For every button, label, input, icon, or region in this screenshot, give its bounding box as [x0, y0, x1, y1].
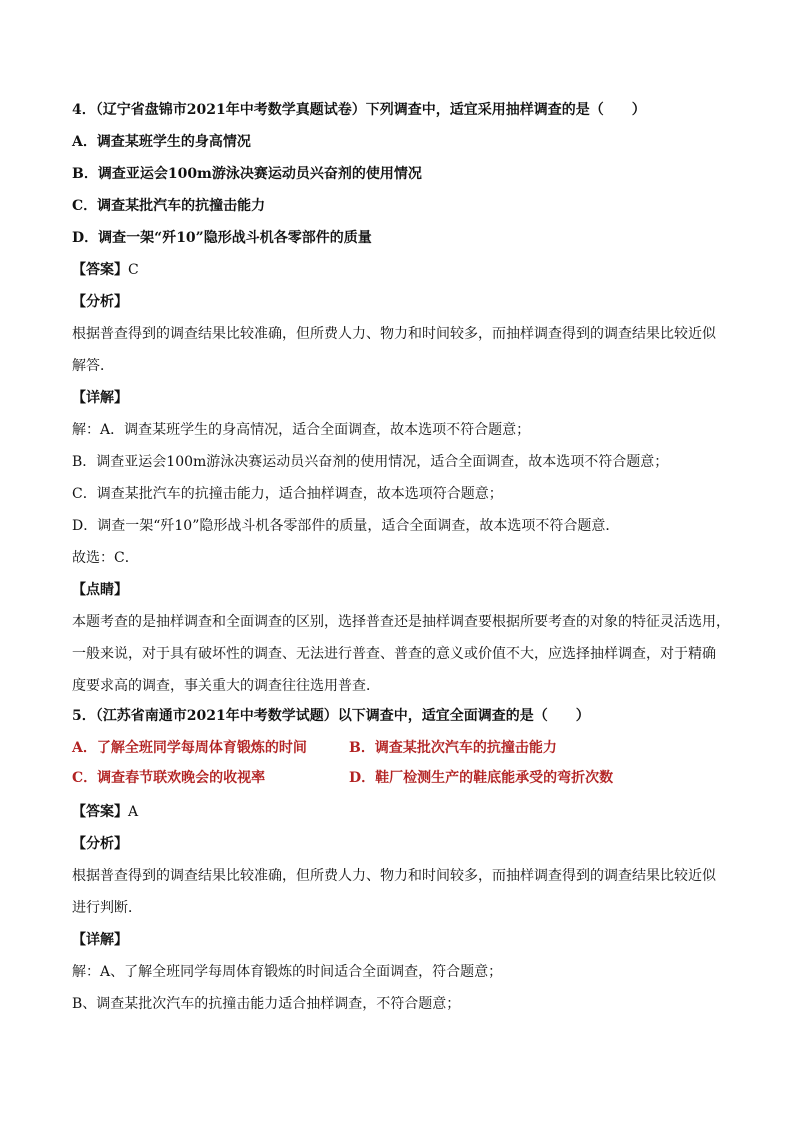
q4-option-a: A．调查某班学生的身高情况: [72, 134, 251, 150]
q4-comment-tag: 【点睛】: [72, 582, 128, 598]
q4-detail-tag: 【详解】: [72, 390, 128, 406]
q5-option-a: A．了解全班同学每周体育锻炼的时间: [72, 740, 307, 756]
q4-comment-line-1: 本题考查的是抽样调查和全面调查的区别，选择普查还是抽样调查要根据所要考查的对象的特征灵活选用，: [72, 614, 730, 630]
q4-detail-line-4: D．调查一架“歼10”隐形战斗机各零部件的质量，适合全面调查，故本选项不符合题意．: [72, 518, 620, 534]
q5-detail-line-2: B、调查某批次汽车的抗撞击能力适合抽样调查，不符合题意；: [72, 996, 461, 1012]
q5-analysis-line-1: 根据普查得到的调查结果比较准确，但所费人力、物力和时间较多，而抽样调查得到的调查结果比较近似: [72, 868, 716, 884]
answer-tag: 【答案】: [72, 804, 128, 820]
q5-stem: 5．（江苏省南通市2021年中考数学试题）以下调查中，适宜全面调查的是（ ）: [72, 708, 590, 724]
q4-comment-line-3: 度要求高的调查，事关重大的调查往往选用普查．: [72, 678, 380, 694]
q4-stem: 4．（辽宁省盘锦市2021年中考数学真题试卷）下列调查中，适宜采用抽样调查的是（ ）: [72, 102, 646, 118]
q4-detail-line-5: 故选：C．: [72, 550, 139, 566]
q5-analysis-tag: 【分析】: [72, 836, 128, 852]
q5-detail-line-1: 解：A、了解全班同学每周体育锻炼的时间适合全面调查，符合题意；: [72, 964, 503, 980]
q4-detail-line-1: 解：A．调查某班学生的身高情况，适合全面调查，故本选项不符合题意；: [72, 422, 531, 438]
q4-option-b: B．调查亚运会100m游泳决赛运动员兴奋剂的使用情况: [72, 166, 422, 182]
q5-option-c: C．调查春节联欢晚会的收视率: [72, 770, 266, 786]
q5-option-b: B．调查某批次汽车的抗撞击能力: [349, 740, 557, 756]
q4-option-c: C．调查某批汽车的抗撞击能力: [72, 198, 266, 214]
q5-options-row-1: [72, 738, 734, 758]
q5-option-d: D．鞋厂检测生产的鞋底能承受的弯折次数: [349, 770, 614, 786]
q5-options-row-2: [72, 768, 734, 788]
q4-detail-line-2: B．调查亚运会100m游泳决赛运动员兴奋剂的使用情况，适合全面调查，故本选项不符合题意；: [72, 454, 669, 470]
q5-answer: [72, 802, 734, 822]
q4-option-d: D．调查一架“歼10”隐形战斗机各零部件的质量: [72, 230, 372, 246]
q4-analysis-line-1: 根据普查得到的调查结果比较准确，但所费人力、物力和时间较多，而抽样调查得到的调查结果比较近似: [72, 326, 716, 342]
q5-detail-tag: 【详解】: [72, 932, 128, 948]
q4-analysis-tag: 【分析】: [72, 294, 128, 310]
q4-detail-line-3: C．调查某批汽车的抗撞击能力，适合抽样调查，故本选项符合题意；: [72, 486, 503, 502]
q4-answer: [72, 260, 734, 280]
answer-value: C: [128, 262, 139, 278]
q4-analysis-line-2: 解答．: [72, 358, 114, 374]
q5-analysis-line-2: 进行判断．: [72, 900, 142, 916]
answer-value: A: [128, 804, 139, 820]
answer-tag: 【答案】: [72, 262, 128, 278]
q4-comment-line-2: 一般来说，对于具有破坏性的调查、无法进行普查、普查的意义或价值不大，应选择抽样调查，对于精确: [72, 646, 716, 662]
